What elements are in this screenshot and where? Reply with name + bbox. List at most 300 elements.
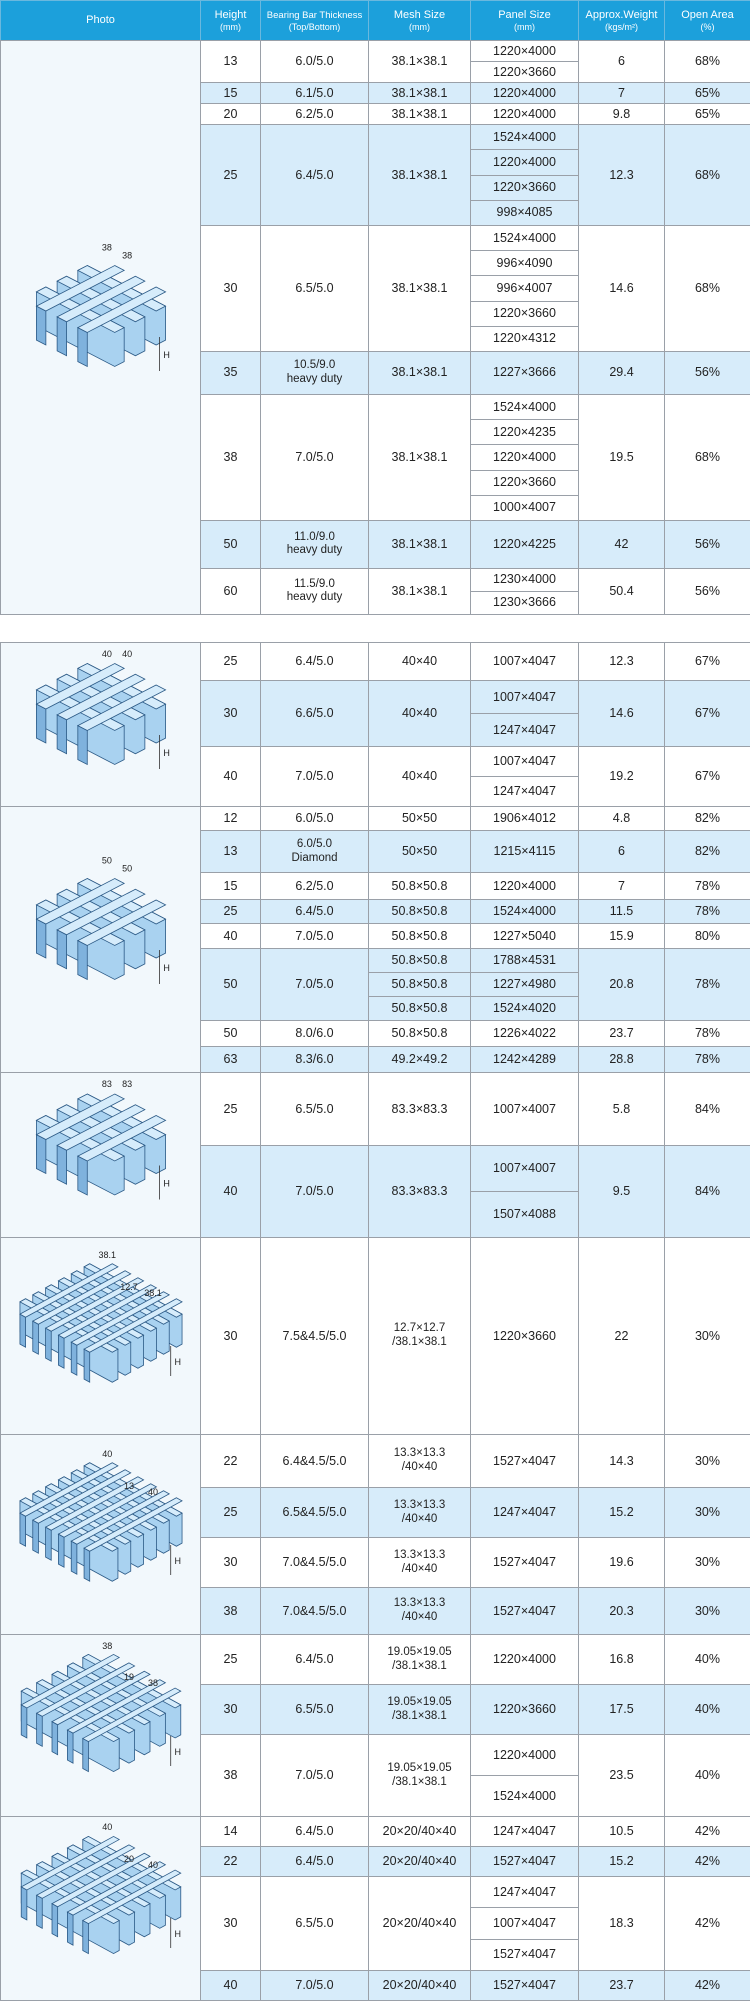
mesh-cell	[369, 125, 471, 226]
weight-cell	[579, 873, 665, 900]
height-cell-text: 38	[201, 450, 260, 465]
photo-cell	[1, 1073, 201, 1238]
open-area-cell	[665, 351, 750, 394]
thickness-cell	[261, 520, 369, 568]
panel-cell	[471, 831, 579, 873]
thickness-cell-text: 6.5/5.0	[261, 1702, 368, 1717]
weight-cell-text: 29.4	[579, 365, 664, 380]
thickness-cell-text: heavy duty	[261, 544, 368, 558]
mesh-cell	[369, 83, 471, 104]
panel-cell: 1007×4047	[471, 1908, 579, 1939]
weight-cell-text: 20.3	[579, 1604, 664, 1619]
dimension-label-c: 40	[147, 1860, 157, 1870]
grating-photo	[2, 237, 200, 417]
open-area-cell	[665, 41, 750, 83]
cross-bar-face	[71, 1541, 77, 1574]
dimension-label-b: 40	[122, 649, 132, 659]
panel-cell	[471, 83, 579, 104]
table-row	[1, 1817, 750, 1847]
panel-cell	[471, 643, 579, 681]
weight-cell	[579, 1538, 665, 1588]
mesh-cell: 50.8×50.8	[369, 997, 471, 1021]
thickness-cell	[261, 1817, 369, 1847]
height-cell-text: 30	[201, 1702, 260, 1717]
mesh-cell-text: 13.3×13.3	[369, 1447, 470, 1461]
thickness-cell-text: 11.5/9.0	[261, 578, 368, 592]
mesh-cell	[369, 681, 471, 747]
height-dimension-label: H	[163, 748, 170, 758]
open-area-cell-text: 42%	[665, 1854, 750, 1869]
spec-group-table	[0, 1237, 750, 1435]
mesh-cell	[369, 1073, 471, 1146]
panel-cell	[471, 900, 579, 924]
open-area-cell-text: 67%	[665, 769, 750, 784]
height-cell-text: 20	[201, 107, 260, 122]
height-cell	[201, 1538, 261, 1588]
weight-cell-text: 19.6	[579, 1555, 664, 1570]
mesh-cell-text: /40×40	[369, 1563, 470, 1577]
height-cell	[201, 873, 261, 900]
panel-cell: 1527×4047	[471, 1939, 579, 1970]
weight-cell	[579, 1021, 665, 1047]
open-area-cell-text: 84%	[665, 1184, 750, 1199]
height-cell-text: 22	[201, 1854, 260, 1869]
thickness-cell-text: 7.0/5.0	[261, 1978, 368, 1993]
mesh-cell-text: 19.05×19.05	[369, 1762, 470, 1776]
panel-cell	[471, 1488, 579, 1538]
weight-cell	[579, 643, 665, 681]
height-cell-text: 25	[201, 1652, 260, 1667]
height-cell-text: 38	[201, 1604, 260, 1619]
height-cell	[201, 1817, 261, 1847]
open-area-cell	[665, 226, 750, 352]
height-dimension-label: H	[174, 1556, 181, 1566]
dimension-label-b: 12.7	[120, 1282, 138, 1292]
height-cell-text: 30	[201, 281, 260, 296]
thickness-cell-text: 7.5&4.5/5.0	[261, 1329, 368, 1344]
mesh-cell-text: 19.05×19.05	[369, 1696, 470, 1710]
mesh-cell-text: 13.3×13.3	[369, 1597, 470, 1611]
table-row	[1, 1238, 750, 1435]
thickness-cell-text: 6.5/5.0	[261, 1102, 368, 1117]
mesh-cell	[369, 104, 471, 125]
open-area-cell-text: 40%	[665, 1768, 750, 1783]
cross-bar-face	[36, 1134, 45, 1173]
height-cell	[201, 1047, 261, 1073]
thickness-cell	[261, 1047, 369, 1073]
cross-bar-face	[57, 1145, 66, 1184]
weight-cell-text: 15.2	[579, 1854, 664, 1869]
weight-cell-text: 15.9	[579, 929, 664, 944]
open-area-cell	[665, 831, 750, 873]
weight-cell-text: 23.5	[579, 1768, 664, 1783]
height-cell	[201, 1021, 261, 1047]
open-area-cell	[665, 104, 750, 125]
open-area-cell	[665, 1817, 750, 1847]
col-mesh: Mesh Size (mm)	[369, 1, 471, 41]
dimension-label-a: 40	[102, 1449, 112, 1459]
weight-cell-text: 9.8	[579, 107, 664, 122]
col-height: Height (mm)	[201, 1, 261, 41]
panel-cell-text: 1007×4047	[471, 754, 578, 769]
thickness-cell-text: 6.4&4.5/5.0	[261, 1454, 368, 1469]
col-thickness: Bearing Bar Thickness (Top/Bottom)	[261, 1, 369, 41]
panel-cell: 1220×3660	[471, 470, 579, 495]
open-area-cell-text: 68%	[665, 450, 750, 465]
cross-bar-face	[32, 1520, 38, 1553]
cross-bar-face	[82, 1738, 88, 1771]
panel-cell	[471, 226, 579, 251]
height-cell-text: 15	[201, 86, 260, 101]
thickness-cell-text: 7.0/5.0	[261, 929, 368, 944]
thickness-cell-text: 7.0/5.0	[261, 450, 368, 465]
panel-cell-text: 1527×4047	[471, 1555, 578, 1570]
panel-cell	[471, 520, 579, 568]
height-cell	[201, 949, 261, 1021]
panel-cell	[471, 394, 579, 419]
mesh-cell	[369, 747, 471, 807]
mesh-cell-text: /38.1×38.1	[369, 1336, 470, 1350]
height-cell	[201, 104, 261, 125]
panel-cell: 1247×4047	[471, 714, 579, 747]
height-cell-text: 12	[201, 811, 260, 826]
panel-cell	[471, 924, 579, 949]
cross-bar-face	[36, 1713, 42, 1746]
thickness-cell-text: 11.0/9.0	[261, 531, 368, 545]
mesh-cell-text: 19.05×19.05	[369, 1646, 470, 1660]
weight-cell-text: 19.2	[579, 769, 664, 784]
open-area-cell-text: 78%	[665, 879, 750, 894]
weight-cell	[579, 1435, 665, 1488]
panel-cell-text: 1527×4047	[471, 1978, 578, 1993]
height-cell	[201, 924, 261, 949]
open-area-cell-text: 40%	[665, 1652, 750, 1667]
open-area-cell-text: 68%	[665, 168, 750, 183]
open-area-cell	[665, 568, 750, 614]
weight-cell-text: 15.2	[579, 1505, 664, 1520]
mesh-cell	[369, 1735, 471, 1817]
panel-cell: 1000×4007	[471, 495, 579, 520]
panel-cell	[471, 1538, 579, 1588]
open-area-cell	[665, 394, 750, 520]
cross-bar-face	[36, 704, 45, 743]
open-area-cell	[665, 1435, 750, 1488]
open-area-cell	[665, 1488, 750, 1538]
height-cell	[201, 1847, 261, 1877]
cross-bar-face	[52, 1721, 58, 1754]
weight-cell	[579, 1146, 665, 1238]
col-open-area: Open Area (%)	[665, 1, 750, 41]
grating-illustration	[21, 1837, 181, 1954]
weight-cell	[579, 924, 665, 949]
weight-cell	[579, 900, 665, 924]
height-cell	[201, 41, 261, 83]
open-area-cell	[665, 873, 750, 900]
height-cell	[201, 643, 261, 681]
panel-cell: 1227×4980	[471, 973, 579, 997]
weight-cell-text: 22	[579, 1329, 664, 1344]
mesh-cell	[369, 1488, 471, 1538]
photo-cell	[1, 1635, 201, 1817]
thickness-cell-text: 6.2/5.0	[261, 879, 368, 894]
thickness-cell	[261, 924, 369, 949]
cross-bar-face	[36, 919, 45, 958]
mesh-cell	[369, 1435, 471, 1488]
height-dimension-label: H	[174, 1357, 181, 1367]
mesh-cell	[369, 949, 471, 973]
panel-cell	[471, 1817, 579, 1847]
open-area-cell-text: 68%	[665, 281, 750, 296]
mesh-cell-text: 50×50	[369, 811, 470, 826]
mesh-cell-text: 20×20/40×40	[369, 1978, 470, 1993]
mesh-cell-text: 50.8×50.8	[369, 879, 470, 894]
thickness-cell	[261, 949, 369, 1021]
open-area-cell	[665, 1970, 750, 2000]
height-cell-text: 40	[201, 769, 260, 784]
grating-illustration	[21, 1654, 181, 1771]
mesh-cell-text: 38.1×38.1	[369, 54, 470, 69]
panel-cell-text: 1227×5040	[471, 929, 578, 944]
thickness-cell-text: 6.4/5.0	[261, 904, 368, 919]
height-cell-text: 25	[201, 904, 260, 919]
open-area-cell-text: 65%	[665, 107, 750, 122]
panel-cell: 1220×4000	[471, 445, 579, 470]
panel-cell: 1220×4312	[471, 326, 579, 351]
spec-group-table	[0, 1634, 750, 1817]
panel-cell: 1247×4047	[471, 777, 579, 807]
open-area-cell-text: 65%	[665, 86, 750, 101]
mesh-cell: 50.8×50.8	[369, 973, 471, 997]
dimension-label-a: 40	[102, 1822, 112, 1832]
weight-cell	[579, 41, 665, 83]
height-cell-text: 40	[201, 929, 260, 944]
weight-cell	[579, 1847, 665, 1877]
thickness-cell	[261, 1435, 369, 1488]
height-cell	[201, 125, 261, 226]
mesh-cell	[369, 1970, 471, 2000]
mesh-cell	[369, 1877, 471, 1971]
weight-cell-text: 20.8	[579, 977, 664, 992]
cross-bar-face	[21, 1704, 27, 1737]
open-area-cell-text: 30%	[665, 1329, 750, 1344]
cross-bar-face	[77, 328, 86, 367]
height-cell-text: 30	[201, 1916, 260, 1931]
open-area-cell-text: 78%	[665, 1052, 750, 1067]
weight-cell-text: 7	[579, 879, 664, 894]
thickness-cell-text: 7.0/5.0	[261, 769, 368, 784]
dimension-label-b: 20	[123, 1854, 133, 1864]
height-cell-text: 40	[201, 1184, 260, 1199]
open-area-cell-text: 82%	[665, 811, 750, 826]
panel-cell: 1507×4088	[471, 1192, 579, 1238]
height-cell-text: 13	[201, 54, 260, 69]
panel-cell	[471, 747, 579, 777]
panel-cell	[471, 568, 579, 591]
mesh-cell	[369, 873, 471, 900]
panel-cell-text: 1242×4289	[471, 1052, 578, 1067]
height-cell	[201, 900, 261, 924]
weight-cell	[579, 1488, 665, 1538]
open-area-cell	[665, 1538, 750, 1588]
thickness-cell-text: 6.0/5.0	[261, 811, 368, 826]
panel-cell-text: 1220×3660	[471, 1329, 578, 1344]
height-cell	[201, 83, 261, 104]
weight-cell-text: 42	[579, 537, 664, 552]
panel-cell-text: 1220×4000	[471, 86, 578, 101]
panel-cell: 1220×3660	[471, 62, 579, 83]
panel-cell: 998×4085	[471, 200, 579, 225]
panel-cell-text: 1527×4047	[471, 1854, 578, 1869]
table-row	[1, 807, 750, 831]
panel-cell	[471, 1970, 579, 2000]
panel-cell	[471, 1877, 579, 1908]
panel-cell: 1524×4020	[471, 997, 579, 1021]
height-cell-text: 25	[201, 654, 260, 669]
open-area-cell-text: 42%	[665, 1824, 750, 1839]
weight-cell-text: 12.3	[579, 654, 664, 669]
weight-cell	[579, 1970, 665, 2000]
open-area-cell	[665, 807, 750, 831]
mesh-cell	[369, 568, 471, 614]
weight-cell-text: 4.8	[579, 811, 664, 826]
mesh-cell	[369, 520, 471, 568]
mesh-cell	[369, 831, 471, 873]
spec-group-table	[0, 642, 750, 807]
spec-group-table	[0, 1434, 750, 1635]
mesh-cell-text: 38.1×38.1	[369, 107, 470, 122]
open-area-cell	[665, 949, 750, 1021]
open-area-cell	[665, 1877, 750, 1971]
spec-group-table	[0, 806, 750, 1073]
mesh-cell-text: 13.3×13.3	[369, 1499, 470, 1513]
mesh-cell	[369, 394, 471, 520]
dimension-label-b: 19	[123, 1672, 133, 1682]
open-area-cell-text: 80%	[665, 929, 750, 944]
weight-cell-text: 6	[579, 844, 664, 859]
thickness-cell	[261, 568, 369, 614]
dimension-label-a: 38.1	[98, 1250, 116, 1260]
panel-cell-text: 1215×4115	[471, 844, 578, 859]
panel-cell-text: 1007×4007	[471, 1161, 578, 1176]
panel-cell: 996×4090	[471, 251, 579, 276]
thickness-cell	[261, 1238, 369, 1435]
weight-cell-text: 9.5	[579, 1184, 664, 1199]
cross-bar-face	[82, 1921, 88, 1954]
height-cell	[201, 1238, 261, 1435]
photo-cell	[1, 41, 201, 615]
height-cell-text: 22	[201, 1454, 260, 1469]
open-area-cell	[665, 1021, 750, 1047]
cross-bar-face	[84, 1548, 90, 1581]
thickness-cell	[261, 394, 369, 520]
panel-cell: 1220×3660	[471, 301, 579, 326]
weight-cell-text: 14.3	[579, 1454, 664, 1469]
mesh-cell	[369, 41, 471, 83]
mesh-cell-text: 40×40	[369, 706, 470, 721]
thickness-cell	[261, 681, 369, 747]
mesh-cell	[369, 1021, 471, 1047]
height-cell	[201, 568, 261, 614]
cross-bar-face	[67, 1730, 73, 1763]
height-cell	[201, 1970, 261, 2000]
thickness-cell-text: 6.5/5.0	[261, 1916, 368, 1931]
open-area-cell-text: 30%	[665, 1555, 750, 1570]
mesh-cell	[369, 643, 471, 681]
panel-cell-text: 1527×4047	[471, 1604, 578, 1619]
mesh-cell-text: 40×40	[369, 654, 470, 669]
height-cell-text: 40	[201, 1978, 260, 1993]
weight-cell	[579, 394, 665, 520]
height-cell	[201, 807, 261, 831]
open-area-cell	[665, 924, 750, 949]
mesh-cell-text: 20×20/40×40	[369, 1916, 470, 1931]
weight-cell-text: 17.5	[579, 1702, 664, 1717]
grating-photo	[2, 1818, 200, 1998]
open-area-cell-text: 56%	[665, 365, 750, 380]
height-cell-text: 13	[201, 844, 260, 859]
panel-cell: 1524×4000	[471, 1776, 579, 1817]
table-row	[1, 1073, 750, 1146]
mesh-cell-text: /40×40	[369, 1611, 470, 1625]
cross-bar-face	[36, 307, 45, 346]
thickness-cell-text: 7.0&4.5/5.0	[261, 1604, 368, 1619]
height-cell-text: 35	[201, 365, 260, 380]
height-cell	[201, 1435, 261, 1488]
weight-cell-text: 14.6	[579, 281, 664, 296]
height-dimension-label: H	[174, 1929, 181, 1939]
panel-cell-text: 1220×4000	[471, 44, 578, 59]
height-cell	[201, 1073, 261, 1146]
open-area-cell	[665, 643, 750, 681]
weight-cell	[579, 681, 665, 747]
grating-illustration	[19, 1462, 181, 1580]
table-row	[1, 41, 750, 62]
thickness-cell-text: 6.4/5.0	[261, 1854, 368, 1869]
panel-cell	[471, 1146, 579, 1192]
panel-cell-text: 1220×4000	[471, 879, 578, 894]
height-cell-text: 30	[201, 706, 260, 721]
weight-cell	[579, 949, 665, 1021]
weight-cell	[579, 125, 665, 226]
grating-photo	[2, 1637, 200, 1815]
dimension-label-a: 50	[101, 855, 111, 865]
panel-cell	[471, 1435, 579, 1488]
open-area-cell	[665, 1238, 750, 1435]
mesh-cell-text: /38.1×38.1	[369, 1710, 470, 1724]
thickness-cell-text: 6.4/5.0	[261, 168, 368, 183]
mesh-cell-text: 38.1×38.1	[369, 537, 470, 552]
weight-cell-text: 19.5	[579, 450, 664, 465]
panel-cell	[471, 351, 579, 394]
thickness-cell	[261, 1635, 369, 1685]
cross-bar-face	[84, 1349, 90, 1382]
panel-cell: 996×4007	[471, 276, 579, 301]
thickness-cell	[261, 41, 369, 83]
panel-cell: 1220×4000	[471, 150, 579, 175]
open-area-cell	[665, 1146, 750, 1238]
thickness-cell-text: 6.5/5.0	[261, 281, 368, 296]
panel-cell	[471, 1073, 579, 1146]
dimension-label-b: 83	[122, 1079, 132, 1089]
height-dimension-label: H	[163, 1178, 170, 1188]
height-cell	[201, 1488, 261, 1538]
photo-cell	[1, 1435, 201, 1635]
mesh-cell-text: 40×40	[369, 769, 470, 784]
weight-cell	[579, 807, 665, 831]
panel-cell-text: 1220×4000	[471, 107, 578, 122]
mesh-cell-text: 38.1×38.1	[369, 281, 470, 296]
open-area-cell	[665, 1847, 750, 1877]
